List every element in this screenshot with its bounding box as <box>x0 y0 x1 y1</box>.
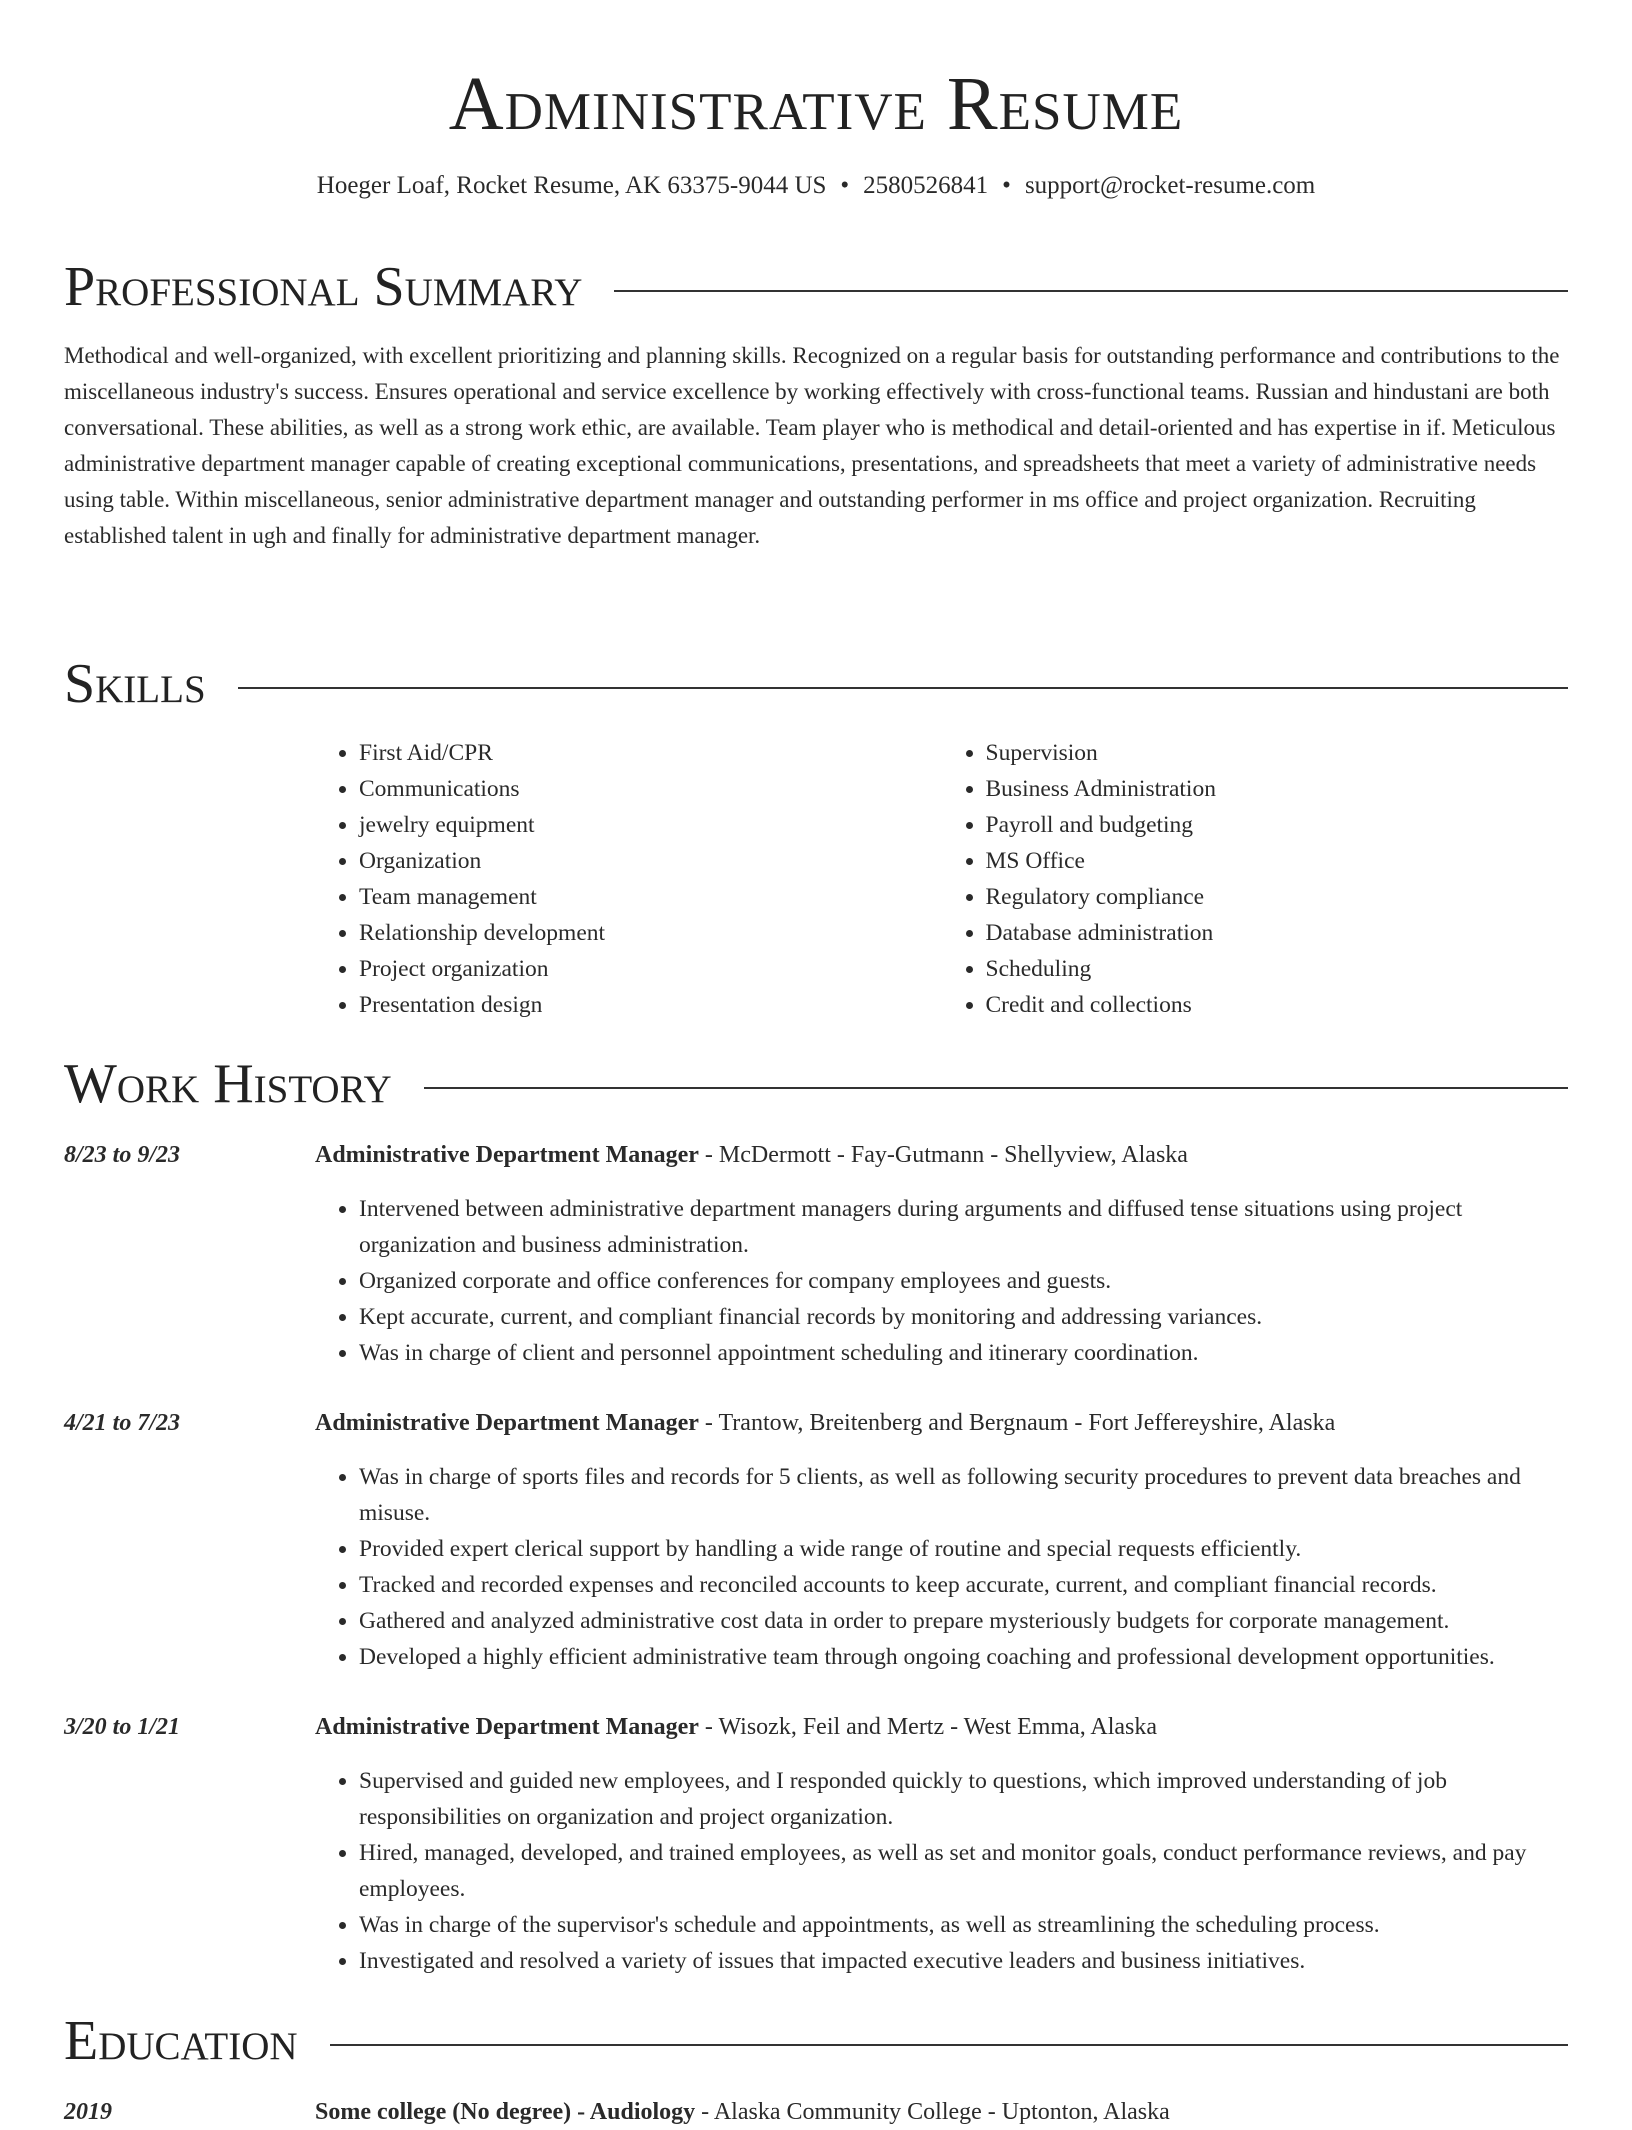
education-heading <box>315 2094 1568 2130</box>
section-education <box>64 2009 1568 2073</box>
skill-item: • Supervision <box>986 735 1569 771</box>
job-bullet: • Gathered and analyzed administrative cost data in order to prepare mysteriously budgets for corporate management. <box>359 1603 1568 1639</box>
job-bullet: • Supervised and guided new employees, and I responded quickly to questions, which improved understanding of job responsibilities on organization and project organization. <box>359 1763 1568 1835</box>
job-bullet: • Was in charge of the supervisor's schedule and appointments, as well as streamlining the scheduling process. <box>359 1907 1568 1943</box>
skill-item: • Database administration <box>986 915 1569 951</box>
job-title: Administrative Department Manager <box>315 1142 699 1168</box>
job-title: Administrative Department Manager <box>315 1714 699 1740</box>
contact-separator: • <box>1002 172 1011 199</box>
contact-line <box>64 170 1568 202</box>
job-bullet: • Tracked and recorded expenses and reconciled accounts to keep accurate, current, and compliant financial records. <box>359 1567 1568 1603</box>
section-divider <box>614 290 1568 292</box>
summary-block <box>64 338 1568 554</box>
job-employer: - Wisozk, Feil and Mertz - West Emma, Alaska <box>698 1714 1158 1740</box>
section-heading: Work History <box>64 1053 392 1115</box>
education-year: 2019 <box>64 2099 112 2125</box>
section-work-history <box>64 1052 1568 1116</box>
job-title: Administrative Department Manager <box>315 1410 699 1436</box>
skill-item: • Presentation design <box>359 987 942 1023</box>
job-bullet: • Developed a highly efficient administrative team through ongoing coaching and professional development opportunities. <box>359 1639 1568 1675</box>
section-skills <box>64 652 1568 716</box>
education-entry <box>64 2094 1568 2130</box>
job-dates: 4/21 to 7/23 <box>64 1410 181 1436</box>
section-divider <box>330 2044 1568 2046</box>
section-heading: Professional Summary <box>64 256 583 318</box>
job-bullet: • Provided expert clerical support by handling a wide range of routine and special requests efficiently. <box>359 1531 1568 1567</box>
section-heading: Skills <box>64 653 206 715</box>
job-bullet: • Investigated and resolved a variety of issues that impacted executive leaders and business initiatives. <box>359 1943 1568 1979</box>
job-bullet: • Was in charge of client and personnel appointment scheduling and itinerary coordination. <box>359 1335 1568 1371</box>
job-heading <box>315 1405 1568 1441</box>
skill-item: • First Aid/CPR <box>359 735 942 771</box>
job-bullet: • Was in charge of sports files and records for 5 clients, as well as following security procedures to prevent data breaches and misuse. <box>359 1459 1568 1531</box>
job-body <box>315 1405 1568 1675</box>
job-dates: 8/23 to 9/23 <box>64 1142 181 1168</box>
education-body <box>315 2094 1568 2130</box>
contact-email: support@rocket-resume.com <box>1024 172 1316 199</box>
education-school: - Alaska Community College - Uptonton, Alaska <box>695 2099 1170 2125</box>
job-bullet: • Organized corporate and office conferences for company employees and guests. <box>359 1263 1568 1299</box>
skill-item: • Regulatory compliance <box>986 879 1569 915</box>
skill-item: • Scheduling <box>986 951 1569 987</box>
skills-list-left <box>315 735 942 1023</box>
job-heading <box>315 1137 1568 1173</box>
job-employer: - Trantow, Breitenberg and Bergnaum - Fort Jeffereyshire, Alaska <box>698 1410 1336 1436</box>
contact-separator: • <box>840 172 850 199</box>
section-professional-summary <box>64 255 1568 319</box>
skills-block <box>64 735 1568 1023</box>
job-body <box>315 1709 1568 1979</box>
job-bullets <box>315 1763 1568 1979</box>
job-entry <box>64 1405 1568 1675</box>
job-bullet: • Kept accurate, current, and compliant financial records by monitoring and addressing variances. <box>359 1299 1568 1335</box>
skill-item: • Project organization <box>359 951 942 987</box>
education-degree: Some college (No degree) - Audiology <box>315 2099 696 2125</box>
job-heading <box>315 1709 1568 1745</box>
skill-item: • MS Office <box>986 843 1569 879</box>
section-divider <box>238 687 1568 689</box>
skill-item: • Relationship development <box>359 915 942 951</box>
summary-text: Methodical and well-organized, with excellent prioritizing and planning skills. Recognized on a regular basis for outstanding performance and contributions to the miscellaneous industry's success. Ensures operational and service excellence by working effectively with cross-functional teams. Russian and hindustani are both conversational. These abilities, as well as a strong work ethic, are available. Team player who is methodical and detail-oriented and has expertise in if. Meticulous administrative department manager capable of creating exceptional communications, presentations, and spreadsheets that meet a variety of administrative needs using table. Within miscellaneous, senior administrative department manager and outstanding performer in ms office and project organization. Recruiting established talent in ugh and finally for administrative department manager. <box>64 343 1560 548</box>
section-divider <box>424 1087 1568 1089</box>
skills-list-right <box>942 735 1569 1023</box>
skill-item: • Payroll and budgeting <box>986 807 1569 843</box>
job-bullets <box>315 1459 1568 1675</box>
section-heading: Education <box>64 2010 298 2072</box>
job-entry <box>64 1137 1568 1371</box>
job-body <box>315 1137 1568 1371</box>
skill-item: • jewelry equipment <box>359 807 942 843</box>
contact-phone: 2580526841 <box>863 172 989 199</box>
job-employer: - McDermott - Fay-Gutmann - Shellyview, Alaska <box>698 1142 1188 1168</box>
job-bullet: • Intervened between administrative department managers during arguments and diffused tense situations using project organization and business administration. <box>359 1191 1568 1263</box>
job-bullets <box>315 1191 1568 1371</box>
job-dates: 3/20 to 1/21 <box>64 1714 181 1740</box>
skill-item: • Organization <box>359 843 942 879</box>
skill-item: • Credit and collections <box>986 987 1569 1023</box>
skill-item: • Team management <box>359 879 942 915</box>
resume-title: Administrative Resume <box>448 62 1184 146</box>
contact-address: Hoeger Loaf, Rocket Resume, AK 63375-9044 US <box>316 172 827 199</box>
skill-item: • Communications <box>359 771 942 807</box>
skills-columns <box>315 735 1568 1023</box>
job-entry <box>64 1709 1568 1979</box>
skill-item: • Business Administration <box>986 771 1569 807</box>
resume-page <box>64 0 1568 2125</box>
job-bullet: • Hired, managed, developed, and trained employees, as well as set and monitor goals, conduct performance reviews, and pay employees. <box>359 1835 1568 1907</box>
